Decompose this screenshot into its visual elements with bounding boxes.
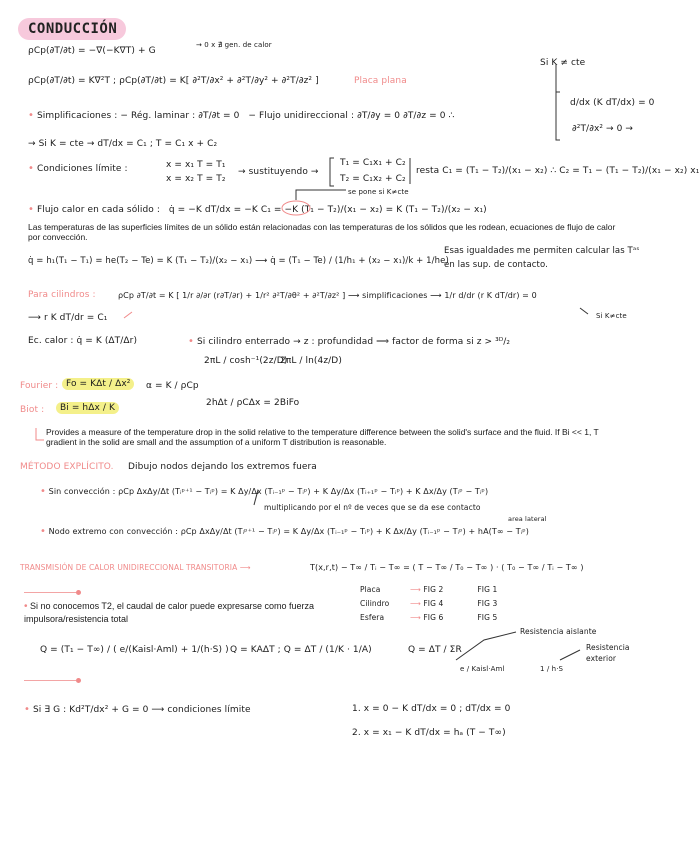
table-cell-name: Cilindro — [360, 599, 390, 608]
t2-text: Si no conocemos T2, el caudal de calor puede expresarse como fuerza impulsora/resistencia total — [24, 601, 315, 624]
page-title: CONDUCCIÓN — [28, 21, 118, 37]
table-cell-fig-a: FIG 6 — [423, 613, 444, 622]
heat-resistance-equation: Q = ΔT / ΣR — [408, 645, 462, 655]
bullet-icon: • — [24, 704, 30, 715]
buried-cylinder-text: Si cilindro enterrado → z : profundidad ⟹ factor de forma si z > ³ᴰ/₂ — [196, 337, 511, 347]
equation-k-variable: d/dx (K dT/dx) = 0 — [570, 98, 655, 108]
boundary-cond-2: x = x₂ T = T₂ — [166, 174, 226, 184]
generation-equation: Si ∃ G : Kd²T/dx² + G = 0 ⟶ condiciones límite — [32, 705, 251, 715]
boundary-cond-1: x = x₁ T = T₁ — [166, 160, 226, 170]
table-cell-name: Esfera — [360, 613, 385, 622]
equation-second-derivative: ∂²T/∂x² → 0 → — [572, 124, 634, 134]
biot-equation: Bi = hΔx / K — [56, 402, 119, 414]
note-no-generation: → 0 x ∄ gen. de calor — [196, 41, 272, 49]
constants-solution: resta C₁ = (T₁ − T₂)/(x₁ − x₂) ∴ C₂ = T₁ − (T₁ − T₂)/(x₁ − x₂) x₁ — [416, 166, 699, 176]
boundary-label: Condiciones límite : — [36, 164, 128, 174]
bullet-icon: • — [24, 601, 28, 612]
shape-factor-1: 2πL / cosh⁻¹(2z/D) — [204, 356, 288, 366]
no-convection-label: Sin convección : — [48, 487, 116, 496]
table-cell-fig-b: FIG 1 — [477, 585, 498, 594]
system-eq-1: T₁ = C₁x₁ + C₂ — [340, 158, 406, 168]
resistance-term-1: e / Kaisl·Aml — [460, 665, 505, 673]
equation-laplace: ρCp(∂T/∂t) = K∇²T ; ρCp(∂T/∂t) = K[ ∂²T/∂x² + ∂²T/∂y² + ∂²T/∂z² ] — [28, 76, 319, 86]
table-row: Placa ⟶ FIG 2 FIG 1 — [360, 585, 498, 594]
edge-node-equation: ρCp ΔxΔy/Δt (Tᵢᵖ⁺¹ − Tᵢᵖ) = K Δy/Δx (Tᵢ₋₁ᵖ − Tᵢᵖ) + K Δx/Δy (Tᵢ₋₁ᵖ − Tᵢᵖ) + hA(T∞ − Tᵢᵖ) — [180, 527, 529, 536]
generation-condition-2: 2. x = x₁ − K dT/dx = hₐ (T − T∞) — [352, 728, 506, 738]
fourier-equation: Fo = KΔt / Δx² — [62, 378, 134, 390]
heat-ohm-equation: Q = KAΔT ; Q = ΔT / (1/K · 1/A) — [230, 645, 372, 655]
transient-label: TRANSMISIÓN DE CALOR UNIDIRECCIONAL TRANSITORIA ⟶ — [20, 563, 251, 572]
equation-energy: ρCp(∂T/∂t) = −∇(−K∇T) + G — [28, 46, 156, 56]
biot-fourier-relation: 2hΔt / ρCΔx = 2BiFo — [206, 398, 300, 408]
table-cell-name: Placa — [360, 585, 381, 594]
bullet-icon: • — [40, 526, 46, 537]
fourier-label: Fourier : — [20, 381, 59, 391]
alpha-equation: α = K / ρCp — [146, 381, 199, 391]
table-cell-fig-b: FIG 5 — [477, 613, 498, 622]
simplifications-label: Simplificaciones : — [36, 111, 118, 121]
total-heat-equation: Q = (T₁ − T∞) / ( e/(Kaisl·Aml) + 1/(h·S) ) — [40, 645, 229, 655]
bullet-icon: • — [40, 486, 46, 497]
system-eq-2: T₂ = C₁x₂ + C₂ — [340, 174, 406, 184]
table-cell-fig-a: FIG 2 — [423, 585, 444, 594]
table-cell-fig-b: FIG 3 — [477, 599, 498, 608]
note-k-not-const-3: Si K≠cte — [596, 312, 627, 320]
equation-heat-series: q̇ = h₁(T₁ − T₁) = he(T₂ − Te) = K (T₁ − T₂)/(x₂ − x₁) ⟶ q̇ = (T₁ − Te) / (1/h₁ + (x₂ − x₁)/k + 1/he) — [28, 256, 449, 266]
equation-cylinder: ρCp ∂T/∂t = K [ 1/r ∂/∂r (r∂T/∂r) + 1/r² ∂²T/∂θ² + ∂²T/∂z² ] ⟶ simplificaciones ⟶ 1/r d/dr (r K dT/dr) = 0 — [118, 291, 537, 300]
bullet-icon: • — [28, 110, 34, 121]
note-equalities: Esas igualdades me permiten calcular las Tᵃˢ en las sup. de contacto. — [444, 246, 640, 270]
generation-condition-1: 1. x = 0 − K dT/dx = 0 ; dT/dx = 0 — [352, 704, 511, 714]
edge-node-label: Nodo extremo con convección : — [48, 527, 179, 536]
explicit-method-desc: Dibujo nodos dejando los extremos fuera — [128, 462, 317, 472]
equation-k-constant: → Si K = cte → dT/dx = C₁ ; T = C₁ x + C₂ — [28, 139, 218, 149]
equation-cylinder-k: ⟶ r K dT/dr = C₁ — [28, 313, 108, 323]
table-row: Cilindro ⟶ FIG 4 FIG 3 — [360, 599, 498, 608]
note-k-not-const-2: se pone si K≠cte — [348, 188, 409, 196]
bullet-icon: • — [28, 204, 34, 215]
explicit-method-label: MÉTODO EXPLÍCITO. — [20, 462, 114, 472]
transient-equation: T(x,r,t) − T∞ / Tᵢ − T∞ = ( T − T∞ / T₀ − T∞ ) · ( T₀ − T∞ / Tᵢ − T∞ ) — [310, 563, 584, 572]
resistance-term-2: 1 / h·S — [540, 665, 564, 673]
equation-heat-cylinder: Ec. calor : q̇ = K (ΔT/Δr) — [28, 336, 138, 346]
bullet-icon: • — [28, 163, 34, 174]
note-placa-plana: Placa plana — [354, 76, 407, 86]
note-multiplying: multiplicando por el nº de veces que se da ese contacto — [264, 503, 481, 512]
note-k-not-const: Si K ≠ cte — [540, 58, 586, 68]
cylinders-label: Para cilindros : — [28, 290, 96, 300]
printed-note-biot: Provides a measure of the temperature drop in the solid relative to the temperature difference between the solid's surface and the fluid. If Bi << 1, T gradient in the solid are small and the assumption of a uniform T distribution is reasonable. — [46, 427, 599, 447]
substituting-arrow: → sustituyendo → — [238, 167, 319, 177]
heat-flux-label: Flujo calor en cada sólido : — [36, 205, 161, 215]
bullet-icon: • — [188, 336, 194, 347]
heat-flux-equation: q̇ = −K dT/dx = −K C₁ = −K (T₁ − T₂)/(x₁ − x₂) = K (T₁ − T₂)/(x₂ − x₁) — [168, 205, 487, 215]
note-resistance-insulation: Resistencia aislante — [520, 627, 597, 636]
biot-label: Biot : — [20, 405, 45, 415]
table-cell-fig-a: FIG 4 — [423, 599, 444, 608]
printed-note-boundaries: Las temperaturas de las superficies límites de un sólido están relacionadas con las temperaturas de los sólidos que les rodean, ecuaciones de flujo de calor por convección. — [28, 222, 616, 242]
shape-factor-2: 2πL / ln(4z/D) — [280, 356, 342, 366]
note-resistance-exterior: Resistencia exterior — [586, 643, 630, 663]
note-lateral-area: area lateral — [508, 515, 547, 523]
simplification-unidirectional: − Flujo unidireccional : ∂T/∂y = 0 ∂T/∂z = 0 ∴ — [248, 111, 455, 121]
table-row: Esfera ⟶ FIG 6 FIG 5 — [360, 613, 498, 622]
simplification-laminar: − Rég. laminar : ∂T/∂t = 0 — [120, 111, 240, 121]
no-convection-equation: ρCp ΔxΔy/Δt (Tᵢᵖ⁺¹ − Tᵢᵖ) = K Δy/Δx (Tᵢ₋₁ᵖ − Tᵢᵖ) + K Δy/Δx (Tᵢ₊₁ᵖ − Tᵢᵖ) + K Δx/Δy (Tᵢᵖ − Tᵢᵖ) — [118, 487, 489, 496]
